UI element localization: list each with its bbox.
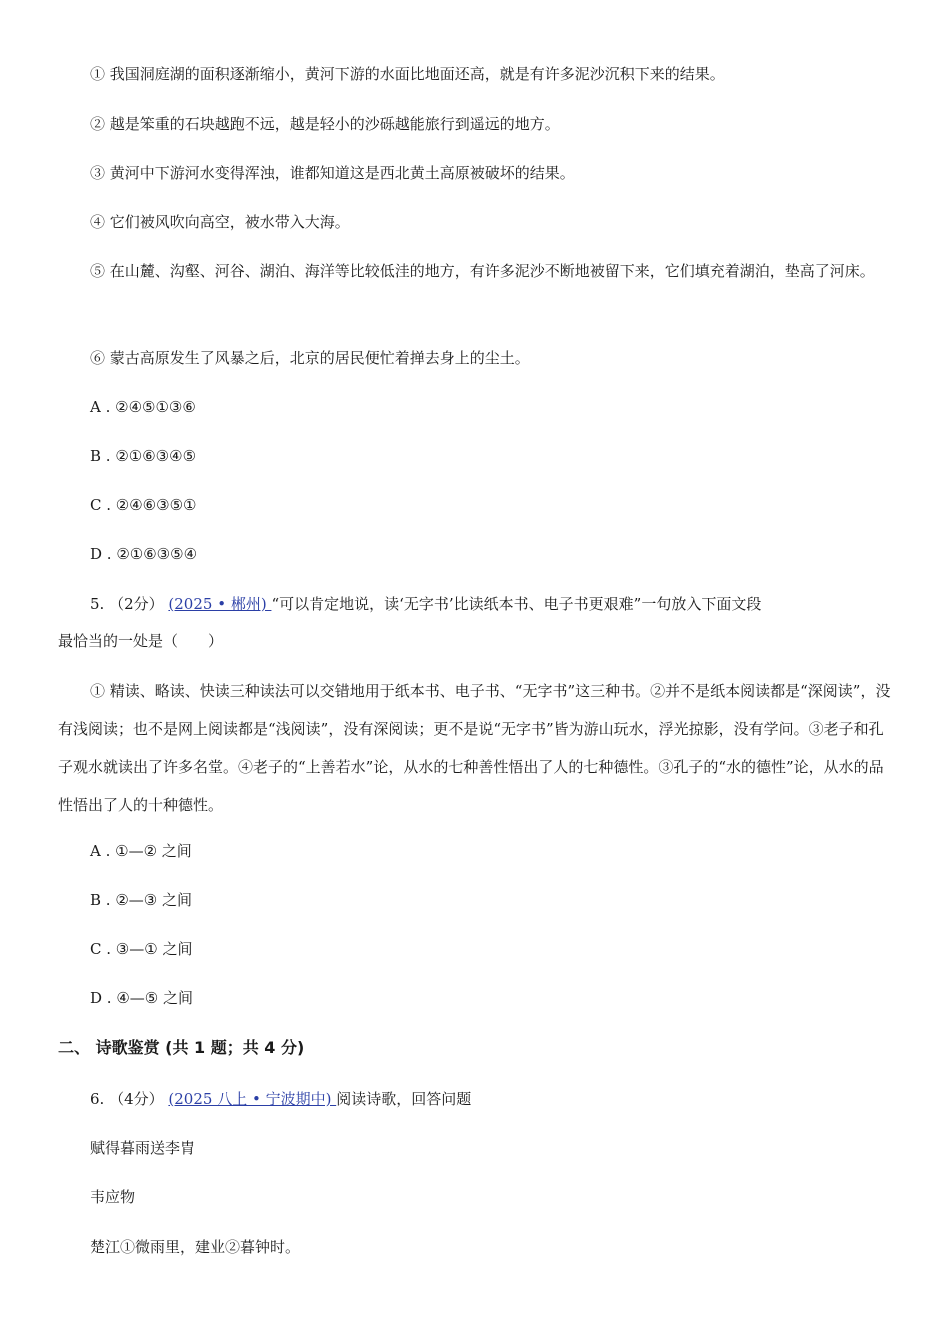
q4-option-a[interactable]: A . ②④⑤①③⑥ [90,398,196,416]
question-6-stem [90,1089,471,1109]
item-3: ③ 黄河中下游河水变得浑浊，谁都知道这是西北黄土高原被破坏的结果。 [90,164,575,182]
section-heading: 二、 诗歌鉴赏 (共 1 题；共 4 分) [58,1038,305,1057]
question-5-stem-cont: 最恰当的一处是（ ） [58,632,224,650]
question-5-stem [90,594,761,614]
item-4: ④ 它们被风吹向高空，被水带入大海。 [90,213,350,231]
item-6: ⑥ 蒙古高原发生了风暴之后，北京的居民便忙着掸去身上的尘土。 [90,349,530,367]
q5-option-a[interactable]: A . ①—② 之间 [90,842,192,860]
q5-option-c[interactable]: C . ③—① 之间 [90,940,193,958]
source-link[interactable]: (2025 • 郴州) [168,595,272,613]
q5-option-b[interactable]: B . ②—③ 之间 [90,891,192,909]
item-5: ⑤ 在山麓、沟壑、河谷、湖泊、海洋等比较低洼的地方，有许多泥沙不断地被留下来，它们填充着湖泊，垫高了河床。 [90,262,875,280]
item-1: ① 我国洞庭湖的面积逐渐缩小，黄河下游的水面比地面还高，就是有许多泥沙沉积下来的结果。 [90,65,725,83]
poem-line: 楚江①微雨里，建业②暮钟时。 [90,1238,301,1256]
q5-option-d[interactable]: D . ④—⑤ 之间 [90,989,193,1007]
question-number: 5. （2分） [90,595,164,613]
item-2: ② 越是笨重的石块越跑不远，越是轻小的沙砾越能旅行到遥远的地方。 [90,115,560,133]
question-text: 阅读诗歌，回答问题 [336,1090,472,1108]
q4-option-b[interactable]: B . ②①⑥③④⑤ [90,447,197,465]
poem-author: 韦应物 [90,1188,136,1206]
q4-option-c[interactable]: C . ②④⑥③⑤① [90,496,197,514]
question-5-passage: ① 精读、略读、快读三种读法可以交错地用于纸本书、电子书、“无字书”这三种书。②并不是纸本阅读都是“深阅读”，没有浅阅读；也不是网上阅读都是“浅阅读”，没有深阅读；更不是说“无字书”皆为游山玩水，浮光掠影，没有学问。③老子和孔子观水就读出了许多名堂。④老子的“上善若水”论，从水的七种善性悟出了人的七种德性。③孔子的“水的德性”论，从水的品性悟出了人的十种德性。 [58,682,891,814]
question-number: 6. （4分） [90,1090,164,1108]
q4-option-d[interactable]: D . ②①⑥③⑤④ [90,545,198,563]
poem-title: 赋得暮雨送李胄 [90,1139,196,1157]
question-text: “可以肯定地说，读‘无字书’比读纸本书、电子书更艰难”一句放入下面文段 [271,595,762,613]
source-link[interactable]: (2025 八上 • 宁波期中) [168,1090,337,1108]
